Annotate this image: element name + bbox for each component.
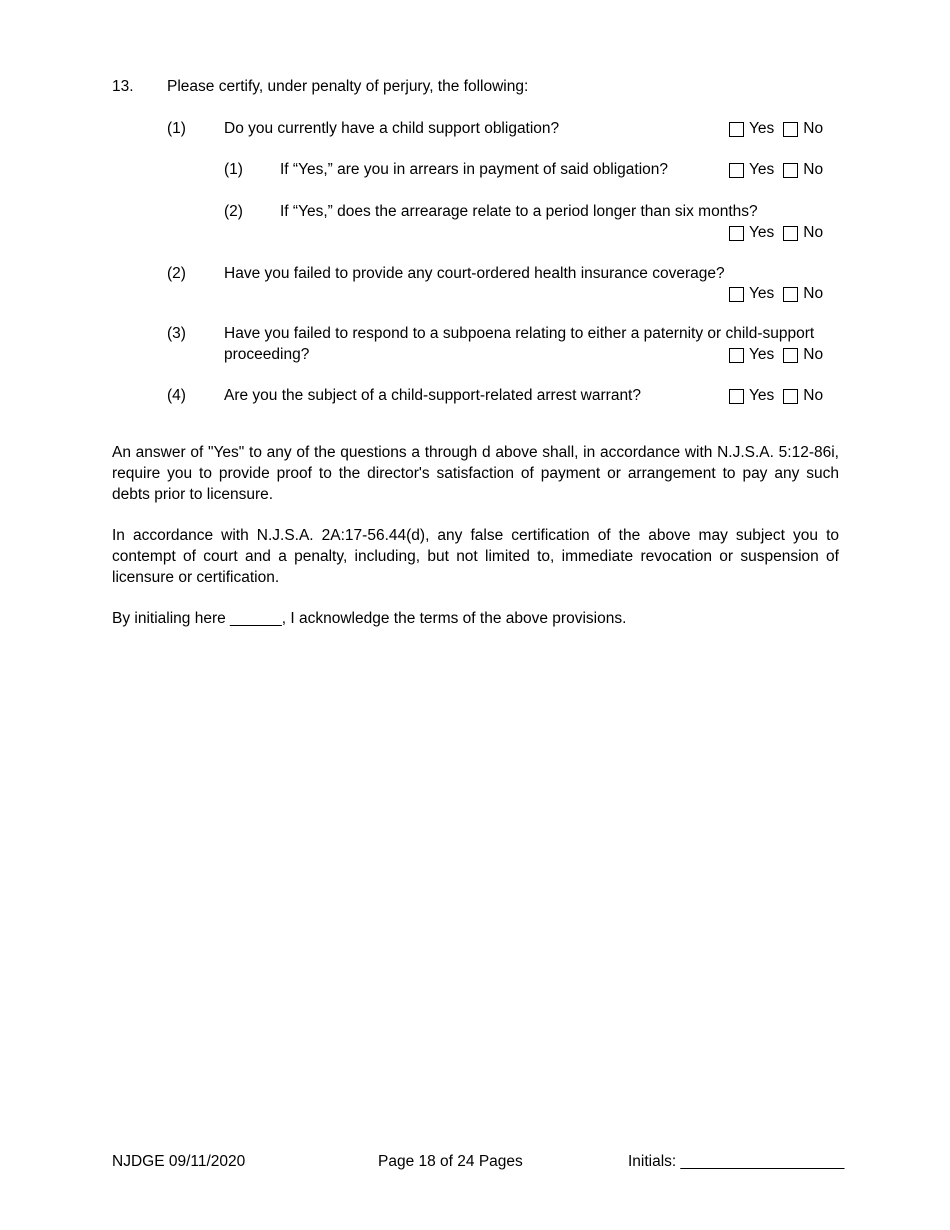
- item-4-yes-checkbox[interactable]: [729, 389, 744, 404]
- item-1-no-checkbox[interactable]: [783, 122, 798, 137]
- yes-label: Yes: [749, 120, 775, 137]
- item-1-text: Do you currently have a child support obligation?: [224, 120, 560, 137]
- yes-label: Yes: [749, 285, 775, 302]
- subitem-2-answer: [729, 223, 823, 243]
- subitem-1-yes-checkbox[interactable]: [729, 163, 744, 178]
- subitem-2-yes-checkbox[interactable]: [729, 226, 744, 241]
- subitem-2-number: (2): [224, 203, 243, 220]
- false-certification-paragraph: In accordance with N.J.S.A. 2A:17-56.44(d), any false certification of the above may subject you to contempt of court and a penalty, including, but not limited to, immediate revocation or suspension of licensure or certification.: [112, 527, 839, 586]
- item-3-number: (3): [167, 325, 186, 342]
- yes-label: Yes: [749, 224, 775, 241]
- item-2-yes-checkbox[interactable]: [729, 287, 744, 302]
- answer-note-paragraph: An answer of "Yes" to any of the questions a through d above shall, in accordance with N.J.S.A. 5:12-86i, require you to provide proof to the director's satisfaction of payment or arrangement to pay any such debts prior to licensure.: [112, 444, 839, 503]
- item-3-text-line1: Have you failed to respond to a subpoena relating to either a paternity or child-support: [224, 325, 815, 342]
- item-1-yes-checkbox[interactable]: [729, 122, 744, 137]
- item-2-text: Have you failed to provide any court-ordered health insurance coverage?: [224, 265, 725, 282]
- item-4-no-checkbox[interactable]: [783, 389, 798, 404]
- no-label: No: [803, 285, 824, 302]
- subitem-2-text: If “Yes,” does the arrearage relate to a period longer than six months?: [280, 203, 758, 220]
- no-label: No: [803, 120, 824, 137]
- no-label: No: [803, 387, 824, 404]
- no-label: No: [803, 346, 824, 363]
- item-3-answer: [729, 345, 823, 365]
- subitem-1-number: (1): [224, 161, 243, 178]
- no-label: No: [803, 224, 824, 241]
- yes-label: Yes: [749, 346, 775, 363]
- item-1-answer: [729, 119, 823, 139]
- item-3-yes-checkbox[interactable]: [729, 348, 744, 363]
- item-4-text: Are you the subject of a child-support-related arrest warrant?: [224, 387, 641, 404]
- footer-page-number: Page 18 of 24 Pages: [378, 1153, 523, 1170]
- item-2-answer: [729, 284, 823, 304]
- yes-label: Yes: [749, 161, 775, 178]
- question-number: 13.: [112, 78, 134, 95]
- item-1-number: (1): [167, 120, 186, 137]
- item-3-no-checkbox[interactable]: [783, 348, 798, 363]
- subitem-1-answer: [729, 160, 823, 180]
- footer-form-id: NJDGE 09/11/2020: [112, 1153, 246, 1170]
- no-label: No: [803, 161, 824, 178]
- question-prompt: Please certify, under penalty of perjury, the following:: [167, 78, 529, 95]
- item-3-text-line2: proceeding?: [224, 346, 310, 363]
- item-2-number: (2): [167, 265, 186, 282]
- subitem-1-text: If “Yes,” are you in arrears in payment of said obligation?: [280, 161, 668, 178]
- subitem-1-no-checkbox[interactable]: [783, 163, 798, 178]
- item-4-answer: [729, 386, 823, 406]
- yes-label: Yes: [749, 387, 775, 404]
- initial-acknowledgement: By initialing here ______, I acknowledge the terms of the above provisions.: [112, 610, 627, 627]
- item-4-number: (4): [167, 387, 186, 404]
- item-2-no-checkbox[interactable]: [783, 287, 798, 302]
- footer-initials: Initials: ___________________: [628, 1153, 845, 1170]
- subitem-2-no-checkbox[interactable]: [783, 226, 798, 241]
